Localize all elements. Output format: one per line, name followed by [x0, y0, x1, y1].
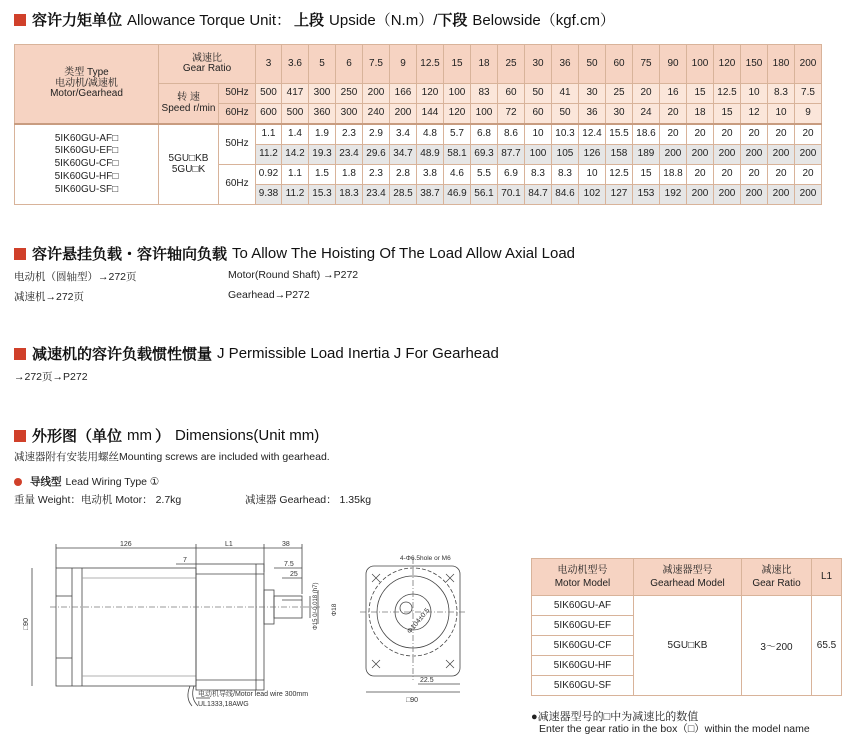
torque-cell: 12.4: [579, 124, 606, 145]
torque-cell: 10: [741, 84, 768, 104]
lead-wire-label: 电动机导线/Motor lead wire 300mm: [198, 691, 309, 698]
gear-ratio-header: 减速比 Gear Ratio: [742, 559, 812, 596]
axial-motor-cn: 电动机（圆轴型）→272页: [14, 271, 137, 283]
torque-cell: 72: [498, 104, 525, 125]
torque-cell: 5: [309, 45, 336, 84]
torque-cell: 120: [417, 84, 444, 104]
torque-cell: 11.2: [282, 185, 309, 205]
axial-section-title: 容许悬挂负载・容许轴向负载 To Allow The Hoisting Of The Load Allow Axial Load: [14, 243, 575, 264]
torque-cell: 30: [606, 104, 633, 125]
torque-cell: 20: [687, 165, 714, 185]
torque-cell: 500: [282, 104, 309, 125]
torque-cell: 50: [525, 84, 552, 104]
torque-cell: 3: [256, 45, 282, 84]
torque-cell: 5.7: [444, 124, 471, 145]
torque-cell: 4.8: [417, 124, 444, 145]
note-en: Enter the gear ratio in the box（□）within the model name: [539, 723, 810, 735]
table-row: 5IK60GU-CF: [532, 636, 634, 656]
torque-cell: 19.3: [309, 145, 336, 165]
speed-60hz-label: 60Hz: [219, 104, 256, 125]
torque-cell: 8.3: [552, 165, 579, 185]
torque-cell: 120: [444, 104, 471, 125]
torque-cell: 20: [714, 165, 741, 185]
torque-cell: 2.8: [390, 165, 417, 185]
torque-cell: 2.9: [363, 124, 390, 145]
torque-table: [14, 44, 822, 205]
gearhead-list: 5GU□KB 5GU□K: [159, 124, 219, 205]
torque-cell: 70.1: [498, 185, 525, 205]
torque-cell: 20: [633, 84, 660, 104]
torque-cell: 12.5: [714, 84, 741, 104]
torque-cell: 189: [633, 145, 660, 165]
torque-cell: 5.5: [471, 165, 498, 185]
dim-25: 25: [290, 571, 298, 578]
torque-cell: 200: [768, 185, 795, 205]
torque-cell: 56.1: [471, 185, 498, 205]
torque-cell: 0.92: [256, 165, 282, 185]
torque-cell: 600: [256, 104, 282, 125]
torque-cell: 28.5: [390, 185, 417, 205]
torque-cell: 20: [795, 165, 822, 185]
weight-motor: 重量 Weight：电动机 Motor： 2.7kg: [14, 494, 182, 506]
torque-cell: 20: [795, 124, 822, 145]
torque-cell: 300: [309, 84, 336, 104]
torque-cell: 200: [390, 104, 417, 125]
torque-cell: 153: [633, 185, 660, 205]
torque-cell: 300: [336, 104, 363, 125]
torque-cell: 200: [741, 145, 768, 165]
torque-cell: 1.1: [256, 124, 282, 145]
holes-label: 4-Φ6.5hole or M6: [400, 555, 451, 562]
torque-cell: 100: [444, 84, 471, 104]
table-row: 5IK60GU-HF: [532, 656, 634, 676]
torque-cell: 38.7: [417, 185, 444, 205]
torque-cell: 144: [417, 104, 444, 125]
torque-cell: 20: [741, 165, 768, 185]
torque-section-title: 容许力矩单位 Allowance Torque Unit： 上段 Upside（N.m）/ 下段 Belowside（kgf.cm）: [14, 9, 615, 30]
torque-cell: 60: [498, 84, 525, 104]
type-header: 类型 Type 电动机/减速机 Motor/Gearhead: [15, 45, 159, 125]
torque-cell: 15.3: [309, 185, 336, 205]
torque-cell: 6.8: [471, 124, 498, 145]
torque-cell: 7.5: [795, 84, 822, 104]
axial-gear-cn: 减速机→272页: [14, 291, 85, 303]
torque-cell: 200: [741, 185, 768, 205]
torque-cell: 1.9: [309, 124, 336, 145]
torque-cell: 10: [768, 104, 795, 125]
torque-cell: 166: [390, 84, 417, 104]
torque-cell: 180: [768, 45, 795, 84]
torque-cell: 10: [525, 124, 552, 145]
torque-cell: 20: [741, 124, 768, 145]
torque-cell: 3.4: [390, 124, 417, 145]
torque-cell: 100: [525, 145, 552, 165]
torque-cell: 83: [471, 84, 498, 104]
dim-phi15: Φ15 0/-0.018 (h7): [313, 582, 319, 630]
torque-cell: 20: [714, 124, 741, 145]
model-list: 5IK60GU-AF□ 5IK60GU-EF□ 5IK60GU-CF□ 5IK60GU-HF□ 5IK60GU-SF□: [15, 124, 159, 205]
torque-cell: 1.5: [309, 165, 336, 185]
torque-cell: 200: [363, 84, 390, 104]
torque-cell: 15: [633, 165, 660, 185]
torque-cell: 46.9: [444, 185, 471, 205]
torque-cell: 87.7: [498, 145, 525, 165]
dim-l1: L1: [225, 541, 233, 548]
torque-cell: 250: [336, 84, 363, 104]
section-marker-icon: [14, 14, 26, 26]
torque-cell: 100: [471, 104, 498, 125]
torque-cell: 158: [606, 145, 633, 165]
torque-cell: 30: [579, 84, 606, 104]
torque-cell: 18: [471, 45, 498, 84]
torque-cell: 417: [282, 84, 309, 104]
torque-cell: 84.6: [552, 185, 579, 205]
l1-header: L1: [812, 559, 842, 596]
torque-cell: 7.5: [363, 45, 390, 84]
torque-cell: 200: [795, 185, 822, 205]
torque-cell: 50: [552, 104, 579, 125]
model-table: [531, 558, 842, 696]
table-row: 5IK60GU-EF: [532, 616, 634, 636]
dim-90b: □90: [406, 697, 419, 704]
torque-cell: 20: [687, 124, 714, 145]
torque-cell: 126: [579, 145, 606, 165]
torque-cell: 18.3: [336, 185, 363, 205]
torque-cell: 200: [660, 145, 687, 165]
torque-cell: 23.4: [363, 185, 390, 205]
torque-cell: 25: [498, 45, 525, 84]
torque-cell: 9: [795, 104, 822, 125]
torque-cell: 6.9: [498, 165, 525, 185]
torque-cell: 200: [714, 145, 741, 165]
torque-cell: 3.8: [417, 165, 444, 185]
torque-cell: 200: [687, 145, 714, 165]
torque-cell: 1.1: [282, 165, 309, 185]
torque-cell: 10: [579, 165, 606, 185]
section-marker-icon: [14, 430, 26, 442]
dim-7: 7: [183, 557, 187, 564]
gearhead-cell: 5GU□KB: [634, 596, 742, 696]
table-row: 5IK60GU-SF: [532, 676, 634, 696]
torque-cell: 69.3: [471, 145, 498, 165]
torque-cell: 200: [795, 145, 822, 165]
dim-126: 126: [120, 541, 132, 548]
torque-cell: 16: [660, 84, 687, 104]
torque-cell: 8.3: [768, 84, 795, 104]
lead-type: 导线型 Lead Wiring Type ①: [14, 474, 159, 489]
torque-cell: 36: [552, 45, 579, 84]
torque-cell: 15: [444, 45, 471, 84]
inertia-section-title: 减速机的容许负载惯性惯量 J Permissible Load Inertia J For Gearhead: [14, 343, 499, 364]
torque-60hz-label: 60Hz: [219, 165, 256, 205]
section-marker-icon: [14, 248, 26, 260]
torque-cell: 60: [606, 45, 633, 84]
torque-cell: 15: [687, 84, 714, 104]
axial-gear-en: Gearhead→P272: [228, 289, 310, 301]
torque-cell: 50: [579, 45, 606, 84]
torque-cell: 29.6: [363, 145, 390, 165]
dim-7-5: 7.5: [284, 561, 294, 568]
torque-cell: 360: [309, 104, 336, 125]
torque-cell: 20: [768, 165, 795, 185]
side-view-drawing: [20, 538, 340, 710]
torque-cell: 34.7: [390, 145, 417, 165]
torque-cell: 11.2: [256, 145, 282, 165]
torque-cell: 84.7: [525, 185, 552, 205]
l1-cell: 65.5: [812, 596, 842, 696]
torque-cell: 15.5: [606, 124, 633, 145]
front-view-drawing: [358, 550, 468, 706]
torque-cell: 60: [525, 104, 552, 125]
ul-label: UL1333,18AWG: [198, 701, 249, 708]
section-marker-icon: [14, 348, 26, 360]
torque-cell: 30: [525, 45, 552, 84]
torque-50hz-label: 50Hz: [219, 124, 256, 165]
torque-cell: 58.1: [444, 145, 471, 165]
torque-cell: 9.38: [256, 185, 282, 205]
ratio-cell: 3～200: [742, 596, 812, 696]
torque-cell: 20: [768, 124, 795, 145]
table-row: 5IK60GU-AF: [532, 596, 634, 616]
pcd-label: Φ104±0.5: [406, 607, 432, 636]
motor-model-header: 电动机型号 Motor Model: [532, 559, 634, 596]
torque-cell: 75: [633, 45, 660, 84]
dim-22-5: 22.5: [420, 677, 434, 684]
torque-cell: 25: [606, 84, 633, 104]
torque-cell: 36: [579, 104, 606, 125]
torque-cell: 200: [714, 185, 741, 205]
bullet-icon: [14, 478, 22, 486]
torque-cell: 12: [741, 104, 768, 125]
torque-cell: 24: [633, 104, 660, 125]
inertia-ref: →272页→P272: [14, 371, 88, 383]
torque-cell: 48.9: [417, 145, 444, 165]
dim-phi18: Φ18: [331, 603, 338, 616]
torque-cell: 150: [741, 45, 768, 84]
torque-cell: 500: [256, 84, 282, 104]
torque-cell: 240: [363, 104, 390, 125]
torque-cell: 102: [579, 185, 606, 205]
axial-motor-en: Motor(Round Shaft) →P272: [228, 269, 359, 281]
torque-cell: 8.6: [498, 124, 525, 145]
speed-50hz-label: 50Hz: [219, 84, 256, 104]
gearhead-model-header: 减速器型号 Gearhead Model: [634, 559, 742, 596]
torque-cell: 20: [660, 124, 687, 145]
torque-cell: 15: [714, 104, 741, 125]
dim-90: □90: [23, 617, 30, 630]
gear-ratio-header: 减速比 Gear Ratio: [159, 45, 256, 84]
torque-cell: 4.6: [444, 165, 471, 185]
torque-cell: 18: [687, 104, 714, 125]
dims-section-title: 外形图（单位 mm ） Dimensions(Unit mm): [14, 425, 319, 446]
torque-cell: 3.6: [282, 45, 309, 84]
torque-cell: 20: [660, 104, 687, 125]
speed-header: 转 速 Speed r/min: [159, 84, 219, 125]
torque-cell: 120: [714, 45, 741, 84]
torque-cell: 12.5: [417, 45, 444, 84]
torque-cell: 127: [606, 185, 633, 205]
torque-cell: 41: [552, 84, 579, 104]
torque-cell: 2.3: [363, 165, 390, 185]
screws-note: 减速器附有安装用螺丝Mounting screws are included with gearhead.: [14, 451, 330, 463]
torque-cell: 192: [660, 185, 687, 205]
weight-gearhead: 减速器 Gearhead： 1.35kg: [245, 494, 372, 506]
torque-cell: 200: [687, 185, 714, 205]
torque-cell: 18.6: [633, 124, 660, 145]
torque-cell: 105: [552, 145, 579, 165]
torque-cell: 18.8: [660, 165, 687, 185]
torque-cell: 200: [795, 45, 822, 84]
torque-cell: 1.8: [336, 165, 363, 185]
torque-cell: 100: [687, 45, 714, 84]
torque-cell: 90: [660, 45, 687, 84]
torque-cell: 6: [336, 45, 363, 84]
torque-cell: 12.5: [606, 165, 633, 185]
torque-cell: 14.2: [282, 145, 309, 165]
dim-38: 38: [282, 541, 290, 548]
torque-cell: 10.3: [552, 124, 579, 145]
torque-cell: 23.4: [336, 145, 363, 165]
torque-cell: 8.3: [525, 165, 552, 185]
torque-cell: 2.3: [336, 124, 363, 145]
torque-cell: 9: [390, 45, 417, 84]
torque-cell: 200: [768, 145, 795, 165]
torque-cell: 1.4: [282, 124, 309, 145]
note-cn: ●减速器型号的□中为减速比的数值: [531, 711, 699, 723]
